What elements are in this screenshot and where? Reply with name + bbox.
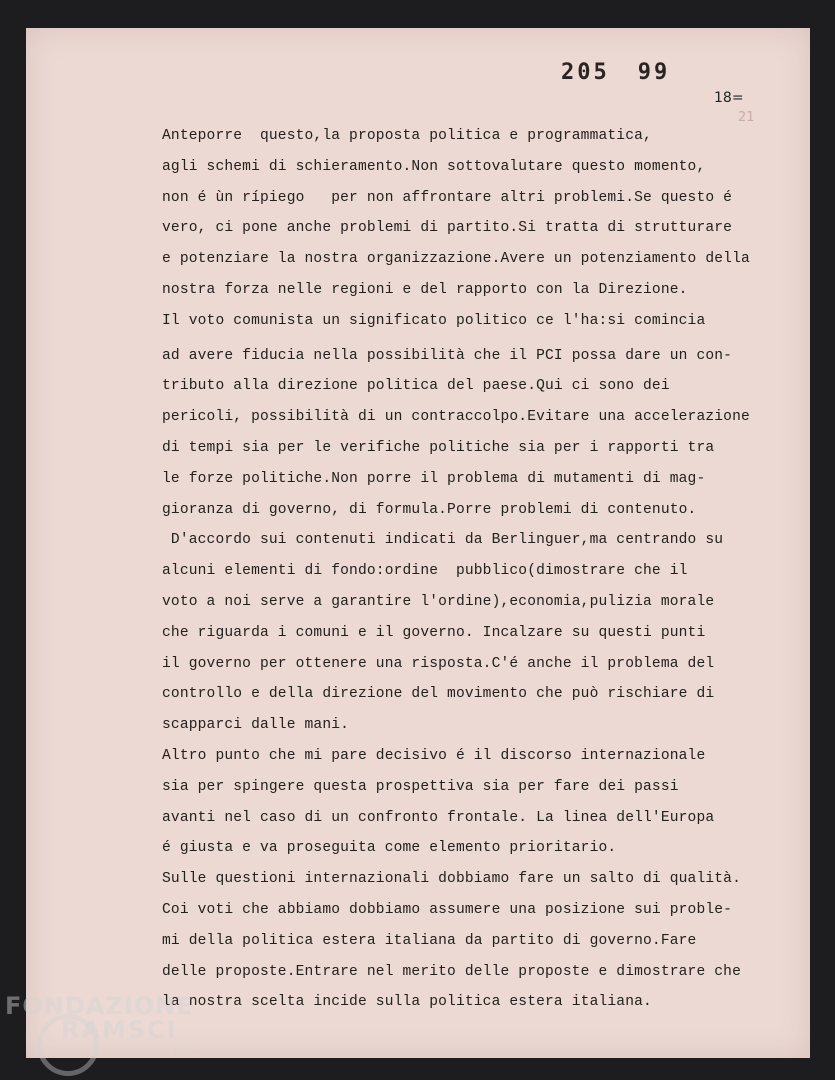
text-line: nostra forza nelle regioni e del rapporto con la Direzione. <box>162 281 688 298</box>
archive-stamp <box>561 60 698 85</box>
text-line: Sulle questioni internazionali dobbiamo fare un salto di qualità. <box>162 871 741 888</box>
document-page <box>26 28 810 1058</box>
fondazione-gramsci-watermark <box>5 992 200 1057</box>
text-line: scapparci dalle mani. <box>162 717 350 734</box>
text-line: Altro punto che mi pare decisivo é il discorso internazionale <box>162 747 706 764</box>
text-line: non é ùn rípiego per non affrontare altri problemi.Se questo é <box>162 189 733 206</box>
text-line: ad avere fiducia nella possibilità che il PCI possa dare un con- <box>162 347 733 364</box>
text-line: Anteporre questo,la proposta politica e programmatica, <box>162 128 652 144</box>
text-line: é giusta e va proseguita come elemento prioritario. <box>162 840 617 857</box>
text-line: pericoli, possibilità di un contraccolpo.Evitare una accelerazione <box>162 409 750 426</box>
watermark-line-1: FONDAZIONE <box>5 992 194 1020</box>
text-line: sia per spingere questa prospettiva sia per fare dei passi <box>162 778 679 795</box>
text-line: Il voto comunista un significato politico ce l'ha:si comincia <box>162 312 706 329</box>
text-line: di tempi sia per le verifiche politiche sia per i rapporti tra <box>162 439 715 456</box>
text-line: alcuni elementi di fondo:ordine pubblico(dimostrare che il <box>162 563 688 580</box>
typed-text <box>162 121 802 1018</box>
text-line: che riguarda i comuni e il governo. Incalzare su questi punti <box>162 624 706 641</box>
text-line: le forze politiche.Non porre il problema di mutamenti di mag- <box>162 470 706 487</box>
page-number: 18= <box>714 90 744 106</box>
text-line: delle proposte.Entrare nel merito delle proposte e dimostrare che <box>162 963 741 980</box>
text-line: gioranza di governo, di formula.Porre problemi di contenuto. <box>162 501 697 518</box>
gramsci-logo-icon <box>37 1014 99 1076</box>
text-line: controllo e della direzione del movimento che può rischiare di <box>162 686 715 703</box>
text-line: la nostra scelta incide sulla politica estera italiana. <box>162 994 652 1011</box>
text-line: Coi voti che abbiamo dobbiamo assumere una posizione sui proble- <box>162 901 733 918</box>
text-line: il governo per ottenere una risposta.C'é anche il problema del <box>162 655 715 672</box>
text-line: tributo alla direzione politica del paese.Qui ci sono dei <box>162 378 670 395</box>
watermark-line-2: RAMSCI <box>61 1016 178 1044</box>
watermark-line-3: onlus <box>173 1046 200 1057</box>
text-line: avanti nel caso di un confronto frontale. La linea dell'Europa <box>162 809 715 826</box>
text-line: e potenziare la nostra organizzazione.Avere un potenziamento della <box>162 251 750 268</box>
text-line: voto a noi serve a garantire l'ordine),economia,pulizia morale <box>162 593 715 610</box>
text-line: agli schemi di schieramento.Non sottovalutare questo momento, <box>162 158 706 175</box>
archive-number-2: 99 <box>637 60 671 85</box>
text-line: vero, ci pone anche problemi di partito.Si tratta di strutturare <box>162 220 733 237</box>
archive-number: 205 <box>561 60 610 85</box>
text-line: D'accordo sui contenuti indicati da Berlinguer,ma centrando su <box>162 532 724 549</box>
text-line: mi della politica estera italiana da partito di governo.Fare <box>162 932 697 949</box>
page-number-faint: 21 <box>738 110 755 125</box>
